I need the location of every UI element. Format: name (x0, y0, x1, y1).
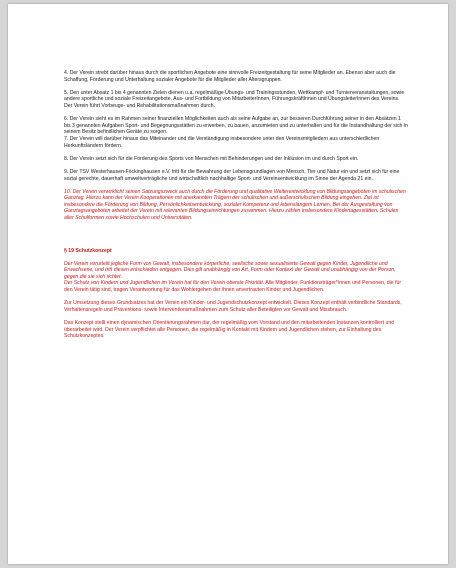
section-paragraph-1-a: Der Verein verurteilt jegliche Form von Gewalt, insbesondere körperliche, seelische sowie sexualisierte Gewalt gegen Kinder, Jugendliche und Erwachsene, und tritt diesen entschieden entgegen. Dies gilt unabhängig von Art, Form oder Kontext der Gewalt und unabhängig von der Person, gegen die sie sich richtet. (64, 260, 396, 280)
paragraph-5: 5. Den unter Absatz 1 bis 4 genannten Zielen dienen u.a. regelmäßige Übungs- und Trainingsstunden, Wettkampf- und Turnierveranstaltungen, sowie andere sportliche und soziale Freizeitangebote, Aus- und Fortbildung von MitarbeiterInnen, FührungskräftInnen und ÜbungsleiterInnen des Vereins. Der Verein führt Vorbeuge- und Rehabilitationsmaßnahmen durch. (64, 89, 405, 109)
paragraph-10: 10. Der Verein verwirklicht seinen Satzungszweck auch durch die Förderung und qualitative Weiterentwicklung von Bildungsangeboten im schulischen Ganztag. Hierzu kann der Verein Kooperationen mit anerkannten Trägern der schulischen und außerschulischen Bildung eingehen. Ziel ist insbesondere die Förderung von Bildung, Persönlichkeitsentwicklung, sozialer Kompetenz und lebenslangem Lernen. Bei der Ausgestaltung von Ganztagsangeboten arbeitet der Verein mit relevanten Bildungseinrichtungen zusammen. Hierzu zählen insbesondere Kindertagesstätten, Schulen aller Schulformen sowie Hochschulen und Universitäten. (64, 188, 406, 222)
document-page (8, 4, 448, 564)
section-paragraph-1-b: Der Schutz von Kindern und Jugendlichen im Verein hat für den Verein oberste Priorität. (64, 280, 265, 287)
section-paragraph-1-c: Alle Mitglieder, Funktionsträger*innen und Personen, die für den Verein tätig sind, tragen Verantwortung für das Wohlergehen der ihnen anvertrauten Kinder und Jugendlichen. (64, 280, 402, 294)
section-heading: § 19 Schutzkonzept (64, 247, 112, 254)
paragraph-9: 9. Der TSV Westerhausen-Föckinghausen e.V. tritt für die Bewahrung der Lebensgrundlagen von Mensch, Tier und Natur ein und setzt sich für eine sozial gerechte, dauerhaft umweltverträgliche und wirtschaftlich nachhaltige Sport- und Vereinsentwicklung im Sinne der Agenda 21 ein. (64, 168, 400, 182)
document-body (64, 70, 408, 346)
section-paragraph-1 (64, 261, 408, 294)
section-paragraph-2: Zur Umsetzung dieses Grundsatzes hat der Verein ein Kinder- und Jugendschutzkonzept entwickelt. Dieses Konzept enthält verbindliche Standards, Verhaltensregeln und Präventions- sowie Interventionsmaßnahmen zum Schutz aller Beteiligten vor Gewalt und Missbrauch. (64, 300, 402, 313)
paragraph-8: 8. Der Verein setzt sich für die Förderung des Sports von Menschen mit Behinderungen und der Inklusion im und durch Sport ein. (64, 155, 359, 162)
paragraph-4: 4. Der Verein strebt darüber hinaus durch die sportlichen Angebote eine sinnvolle Freizeitgestaltung für seine Mitglieder an. Ebenso aber auch die Schaffung, Förderung und Unterhaltung sozialer Angebote für die Mitglieder aller Altersgruppen. (64, 70, 396, 83)
paragraph-6: 6. Der Verein sieht es im Rahmen seiner finanziellen Möglichkeiten auch als seine Aufgabe an, zur besseren Durchführung seiner in den Absätzen 1 bis 3 genannten Aufgaben Sport- und Begegnungsstätten zu erwerben, zu bauen, anzumieten und zu unterhalten und für die Instandhaltung der sich in seinem Besitz befindlichen Geräte zu sorgen. (64, 116, 408, 136)
section-paragraph-3: Das Konzept stellt einen dynamischen Orientierungsrahmen dar, der regelmäßig vom Vorstand und den mitarbeitenden Instanzen kontrolliert und überarbeitet wird. Der Verein verpflichtet alle Personen, die regelmäßig in Kontakt mit Kindern und Jugendlichen stehen, zur Einhaltung des Schutzkonzeptes. (64, 319, 395, 340)
paragraph-7: 7. Der Verein will darüber hinaus das Miteinander und die Verständigung insbesondere unter den Vereinsmitgliedern aus unterschiedlichen Herkunftsländern fördern. (64, 135, 380, 149)
